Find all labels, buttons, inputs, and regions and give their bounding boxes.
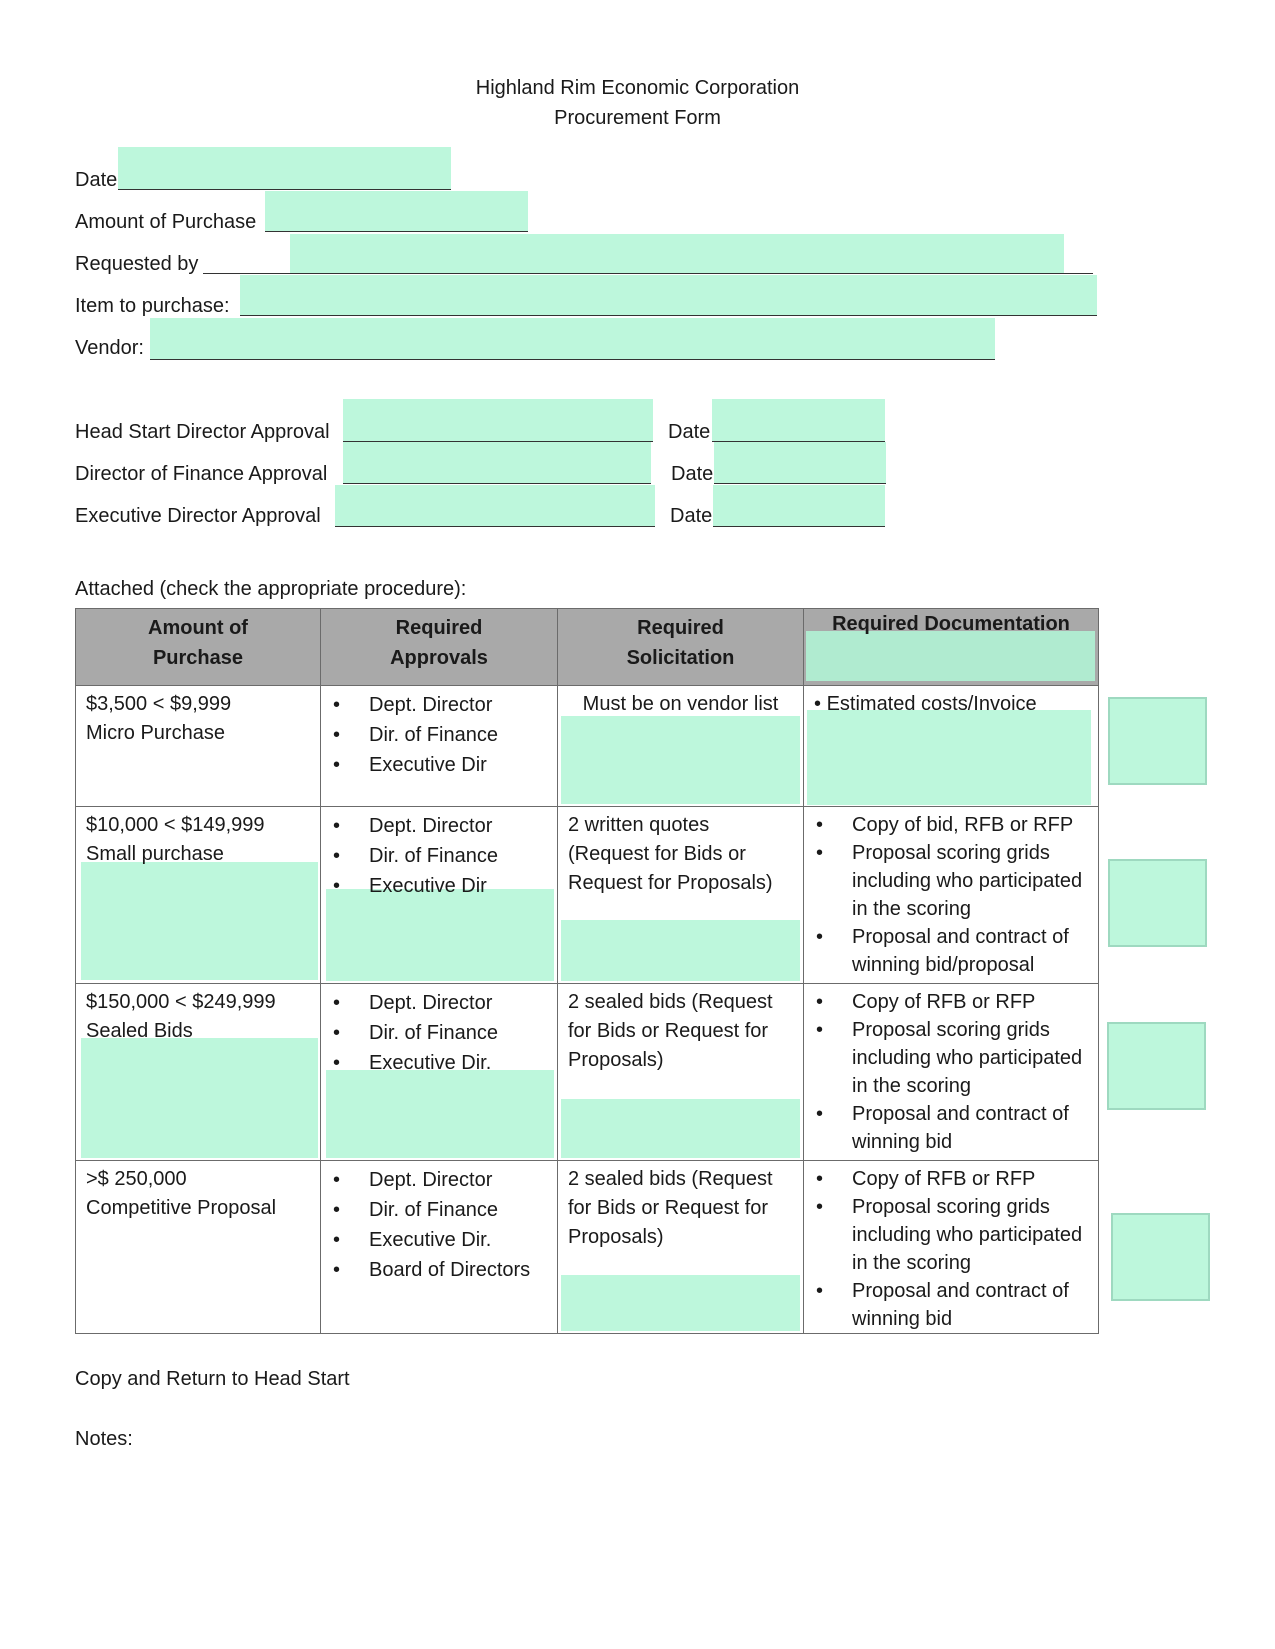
list-item: • Executive Dir (321, 750, 557, 780)
item-field[interactable] (240, 275, 1097, 316)
documentation-field[interactable] (807, 710, 1091, 805)
list-item: • Dept. Director (321, 690, 557, 720)
date-label: Date (75, 169, 118, 191)
approvals-cell (321, 1161, 558, 1334)
documentation-cell (804, 807, 1099, 984)
documentation-cell (804, 1161, 1099, 1334)
documentation-cell: • Estimated costs/Invoice (804, 686, 1099, 807)
list-item: • Proposal scoring grids including who participated in the scoring (804, 1016, 1098, 1100)
solicitation-field[interactable] (561, 1099, 800, 1158)
executive-date-label: Date (670, 505, 713, 527)
attached-label: Attached (check the appropriate procedure): (75, 578, 467, 600)
notes-label: Notes: (75, 1428, 133, 1450)
finance-approval-label: Director of Finance Approval (75, 463, 328, 485)
item-label: Item to purchase: (75, 295, 230, 317)
copy-return-note: Copy and Return to Head Start (75, 1368, 350, 1390)
amount-cell: $3,500 < $9,999 Micro Purchase (76, 686, 321, 807)
executive-date-field[interactable] (713, 485, 885, 527)
vendor-label: Vendor: (75, 337, 144, 359)
table-row (76, 984, 1099, 1161)
form-title: Procurement Form (554, 107, 721, 129)
executive-approval-label: Executive Director Approval (75, 505, 321, 527)
solicitation-cell: 2 sealed bids (Request for Bids or Request for Proposals) (558, 1161, 804, 1334)
approvals-field[interactable] (326, 889, 554, 981)
documentation-cell (804, 984, 1099, 1161)
list-item: • Proposal and contract of winning bid (804, 1100, 1098, 1156)
list-item: • Proposal and contract of winning bid (804, 1277, 1098, 1333)
list-item: • Executive Dir. (321, 1048, 557, 1078)
list-item: • Proposal and contract of winning bid/proposal (804, 923, 1098, 979)
approvals-cell (321, 984, 558, 1161)
approvals-cell (321, 807, 558, 984)
list-item: • Dir. of Finance (321, 1018, 557, 1048)
table-row (76, 686, 1099, 807)
head-start-approval-field[interactable] (343, 399, 653, 441)
check-box-competitive-proposal[interactable] (1111, 1213, 1210, 1301)
amount-label: Amount of Purchase (75, 211, 257, 233)
list-item: • Proposal scoring grids including who participated in the scoring (804, 1193, 1098, 1277)
list-item: • Dept. Director (321, 988, 557, 1018)
check-box-small-purchase[interactable] (1108, 859, 1207, 947)
amount-field[interactable] (265, 191, 528, 232)
solicitation-cell: 2 sealed bids (Request for Bids or Request for Proposals) (558, 984, 804, 1161)
check-box-micro-purchase[interactable] (1108, 697, 1207, 785)
header-documentation: Required Documentation (804, 609, 1099, 686)
list-item: • Dept. Director (321, 811, 557, 841)
solicitation-cell: Must be on vendor list (558, 686, 804, 807)
table-row (76, 1161, 1099, 1334)
finance-date-label: Date (671, 463, 714, 485)
requested-by-field[interactable] (290, 234, 1064, 273)
requested-by-label: Requested by (75, 253, 199, 275)
amount-field[interactable] (81, 1038, 318, 1158)
head-start-date-field[interactable] (712, 399, 885, 441)
list-item: • Copy of RFB or RFP (804, 1165, 1098, 1193)
list-item: • Copy of RFB or RFP (804, 988, 1098, 1016)
org-name: Highland Rim Economic Corporation (475, 77, 800, 99)
header-approvals: Required Approvals (321, 609, 558, 686)
list-item: • Dept. Director (321, 1165, 557, 1195)
list-item: • Copy of bid, RFB or RFP (804, 811, 1098, 839)
head-start-date-label: Date (668, 421, 711, 443)
list-item: • Dir. of Finance (321, 720, 557, 750)
header-solicitation: Required Solicitation (558, 609, 804, 686)
solicitation-field[interactable] (561, 920, 800, 981)
finance-date-field[interactable] (714, 442, 886, 484)
approvals-cell (321, 686, 558, 807)
solicitation-field[interactable] (561, 716, 800, 804)
head-start-approval-label: Head Start Director Approval (75, 421, 330, 443)
executive-approval-field[interactable] (335, 485, 655, 527)
amount-cell: >$ 250,000 Competitive Proposal (76, 1161, 321, 1334)
header-amount: Amount of Purchase (76, 609, 321, 686)
check-box-sealed-bids[interactable] (1107, 1022, 1206, 1110)
date-field[interactable] (118, 147, 451, 189)
amount-field[interactable] (81, 862, 318, 980)
list-item: • Dir. of Finance (321, 1195, 557, 1225)
list-item: • Proposal scoring grids including who participated in the scoring (804, 839, 1098, 923)
amount-cell: $150,000 < $249,999 Sealed Bids (76, 984, 321, 1161)
table-header-row (76, 609, 1099, 686)
approvals-field[interactable] (326, 1070, 554, 1158)
amount-cell: $10,000 < $149,999 Small purchase (76, 807, 321, 984)
procedure-table (75, 608, 1099, 1334)
table-row (76, 807, 1099, 984)
list-item: • Executive Dir (321, 871, 557, 901)
vendor-field[interactable] (150, 318, 995, 360)
solicitation-cell: 2 written quotes (Request for Bids or Request for Proposals) (558, 807, 804, 984)
list-item: • Dir. of Finance (321, 841, 557, 871)
finance-approval-field[interactable] (343, 442, 651, 484)
list-item: • Board of Directors (321, 1255, 557, 1285)
solicitation-field[interactable] (561, 1275, 800, 1331)
list-item: • Executive Dir. (321, 1225, 557, 1255)
